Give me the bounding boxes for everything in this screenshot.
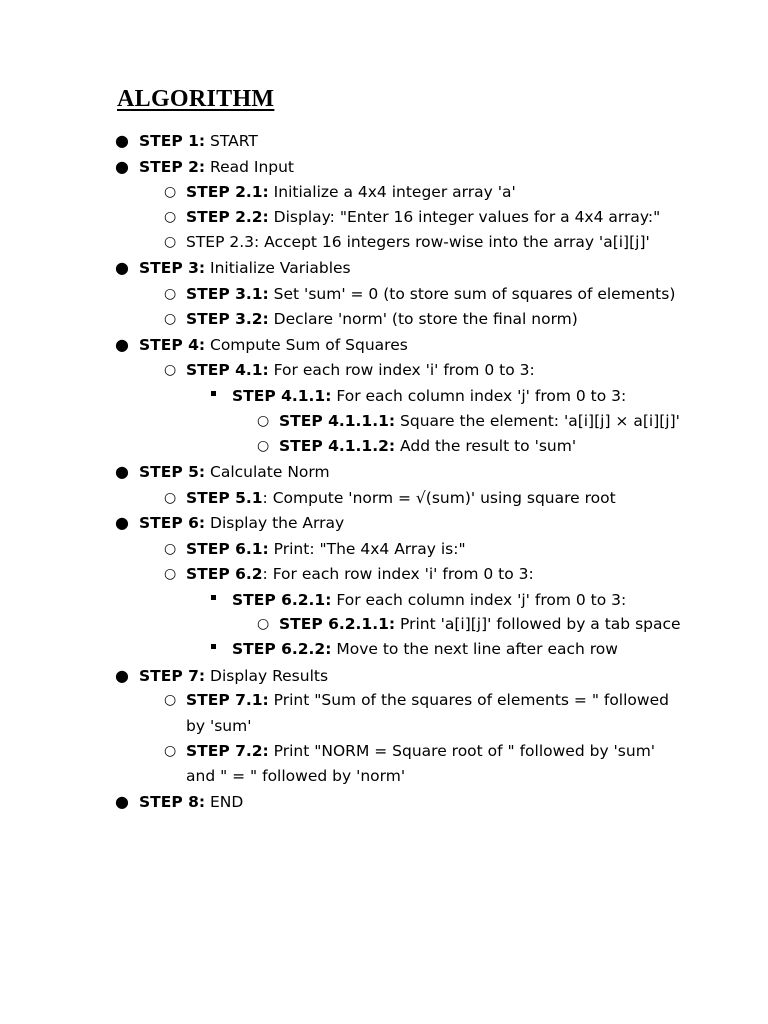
step-label: STEP 4.1.1.2: [279,437,396,455]
step-text: Print "Sum of the squares of elements = " followed [268,691,669,709]
step-label: STEP 4: [139,336,206,354]
step-7-2 [164,741,656,761]
step-text: Move to the next line after each row [331,640,618,658]
square-bullet-icon [211,644,216,649]
step-text: For each column index 'j' from 0 to 3: [331,387,627,405]
step-4-1 [164,360,535,380]
step-6-1 [164,539,466,559]
step-3-1 [164,284,676,304]
step-text: Read Input [205,158,295,176]
step-text: Print "NORM = Square root of " followed by 'sum' [268,742,656,760]
step-7 [115,666,329,686]
step-label: STEP 3.1: [186,285,269,303]
step-5 [115,462,330,482]
circle-bullet-icon: ○ [164,490,177,506]
step-text: and " = " followed by 'norm' [186,767,406,785]
step-text: Calculate Norm [205,463,330,481]
step-text: Square the element: 'a[i][j] × a[i][j]' [395,412,680,430]
step-text: STEP 2.3: Accept 16 integers row-wise into the array 'a[i][j]' [186,233,650,251]
step-3-2 [164,309,578,329]
step-label: STEP 6: [139,514,206,532]
step-label: STEP 5.1 [186,489,263,507]
step-label: STEP 6.1: [186,540,269,558]
step-text: : For each row index 'i' from 0 to 3: [262,565,534,583]
step-7-1 [164,690,669,710]
step-text: Compute Sum of Squares [205,336,408,354]
square-bullet-icon [211,391,216,396]
step-label: STEP 5: [139,463,206,481]
step-6-2-1-1 [257,614,681,634]
circle-bullet-icon: ○ [164,209,177,225]
circle-bullet-icon: ○ [164,311,177,327]
step-text: Initialize Variables [205,259,351,277]
step-text: : Compute 'norm = √(sum)' using square root [262,489,616,507]
step-7-2-continuation [186,766,405,786]
circle-bullet-icon: ○ [164,362,177,378]
step-text: Add the result to 'sum' [395,437,577,455]
step-label: STEP 2.2: [186,208,269,226]
page-title: ALGORITHM [117,86,275,112]
step-2-3 [164,232,650,252]
step-2 [115,157,295,177]
step-text: Display Results [205,667,329,685]
circle-bullet-icon: ○ [164,743,177,759]
step-2-2 [164,207,661,227]
circle-bullet-icon: ○ [164,541,177,557]
step-label: STEP 6.2.1: [232,591,332,609]
step-text: Declare 'norm' (to store the final norm) [268,310,578,328]
step-label: STEP 2: [139,158,206,176]
disc-bullet-icon: ● [115,131,129,150]
step-text: Initialize a 4x4 integer array 'a' [268,183,516,201]
disc-bullet-icon: ● [115,157,129,176]
step-5-1 [164,488,616,508]
step-text: Print: "The 4x4 Array is:" [268,540,466,558]
step-4-1-1-2 [257,436,577,456]
step-1 [115,131,258,151]
step-8 [115,792,244,812]
step-7-1-continuation [186,716,251,736]
step-6-2 [164,564,534,584]
circle-bullet-icon: ○ [257,616,270,632]
step-text: Display the Array [205,514,345,532]
step-label: STEP 2.1: [186,183,269,201]
step-6-2-2 [232,639,618,659]
step-label: STEP 6.2 [186,565,263,583]
square-bullet-icon [211,595,216,600]
disc-bullet-icon: ● [115,335,129,354]
step-label: STEP 1: [139,132,206,150]
circle-bullet-icon: ○ [164,184,177,200]
step-4-1-1 [232,386,626,406]
circle-bullet-icon: ○ [164,692,177,708]
step-text: END [205,793,244,811]
disc-bullet-icon: ● [115,513,129,532]
circle-bullet-icon: ○ [257,438,270,454]
step-6 [115,513,345,533]
disc-bullet-icon: ● [115,258,129,277]
circle-bullet-icon: ○ [164,234,177,250]
step-text: Set 'sum' = 0 (to store sum of squares of elements) [268,285,676,303]
step-text: START [205,132,258,150]
step-text: by 'sum' [186,717,252,735]
step-2-1 [164,182,516,202]
step-text: For each column index 'j' from 0 to 3: [331,591,627,609]
disc-bullet-icon: ● [115,462,129,481]
step-4 [115,335,408,355]
step-label: STEP 6.2.1.1: [279,615,396,633]
step-label: STEP 6.2.2: [232,640,332,658]
step-label: STEP 4.1.1: [232,387,332,405]
circle-bullet-icon: ○ [257,413,270,429]
disc-bullet-icon: ● [115,666,129,685]
disc-bullet-icon: ● [115,792,129,811]
circle-bullet-icon: ○ [164,566,177,582]
step-label: STEP 7.2: [186,742,269,760]
step-label: STEP 4.1: [186,361,269,379]
step-3 [115,258,351,278]
step-label: STEP 4.1.1.1: [279,412,396,430]
step-text: For each row index 'i' from 0 to 3: [268,361,535,379]
step-text: Display: "Enter 16 integer values for a 4x4 array:" [268,208,661,226]
step-label: STEP 7.1: [186,691,269,709]
step-4-1-1-1 [257,411,680,431]
circle-bullet-icon: ○ [164,286,177,302]
step-label: STEP 3.2: [186,310,269,328]
step-label: STEP 7: [139,667,206,685]
step-label: STEP 8: [139,793,206,811]
step-label: STEP 3: [139,259,206,277]
step-text: Print 'a[i][j]' followed by a tab space [395,615,681,633]
step-6-2-1 [232,590,626,610]
